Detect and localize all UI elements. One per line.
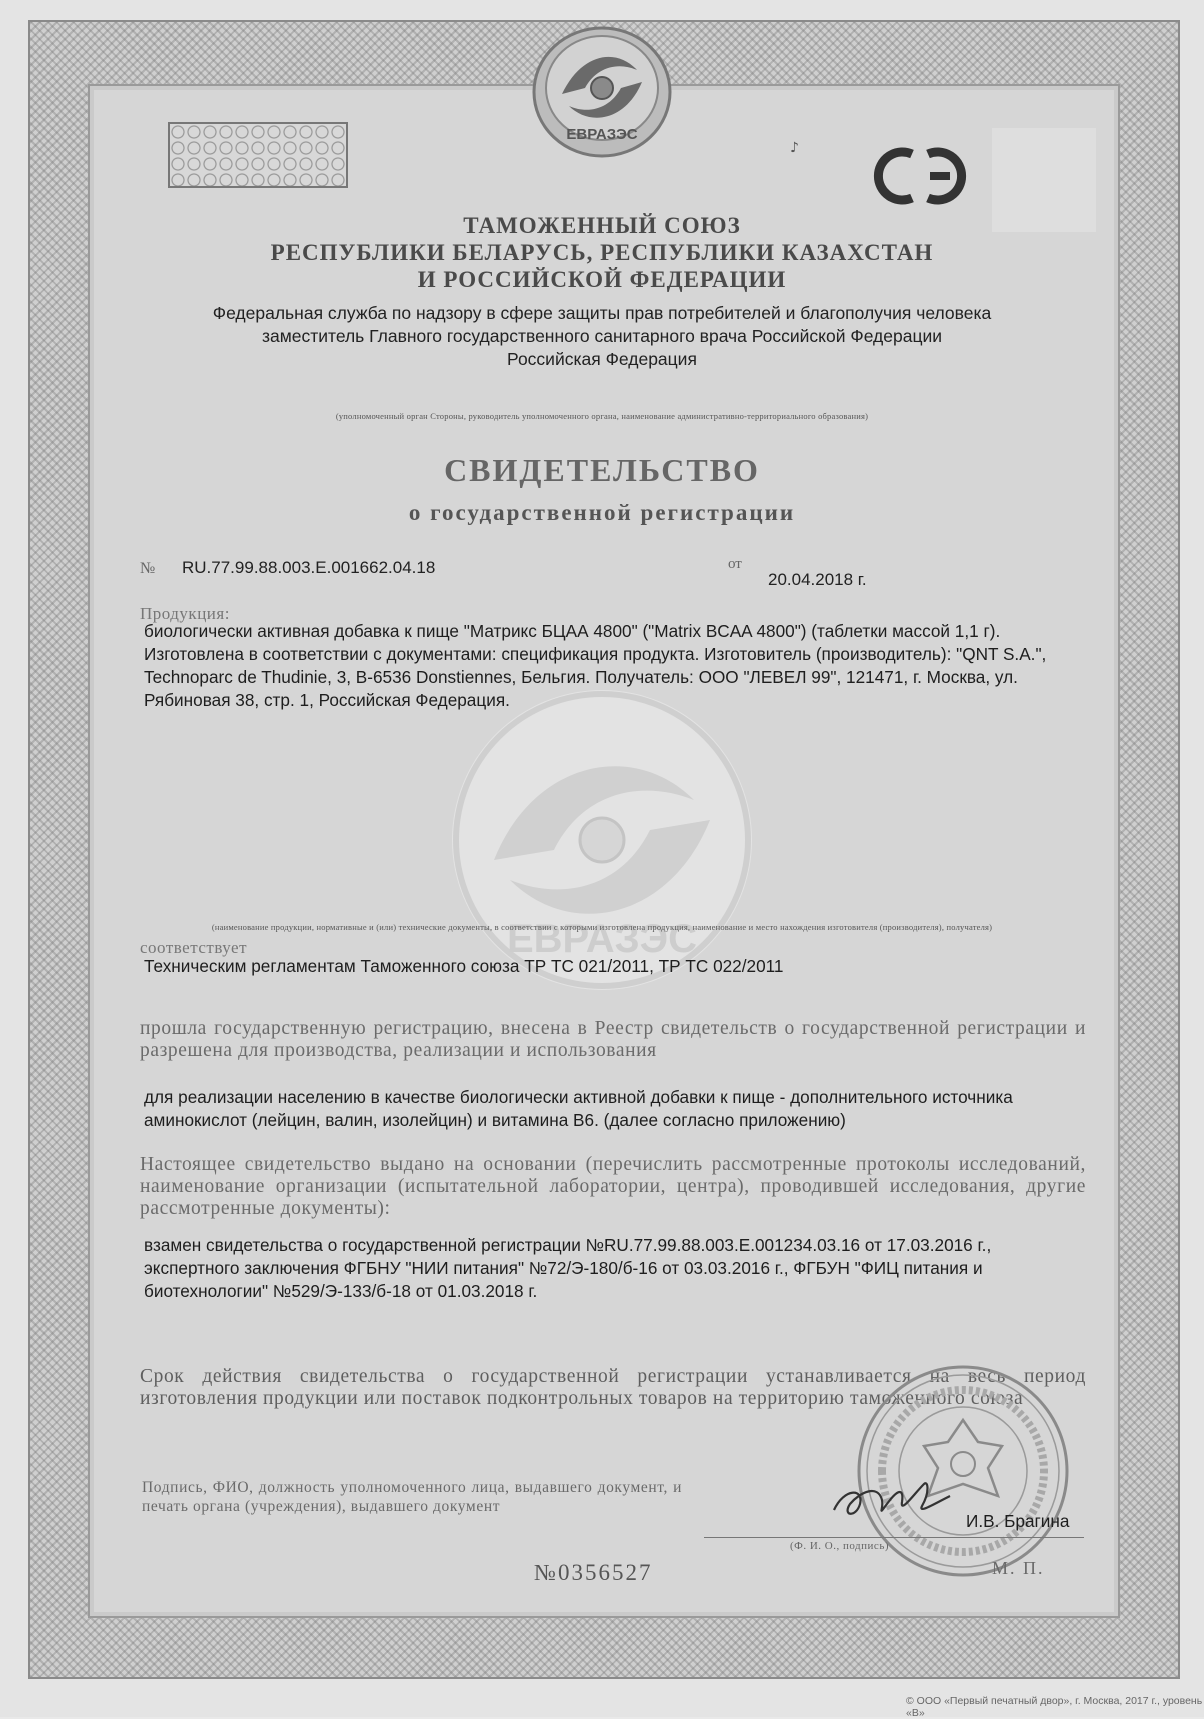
signature-caption: Подпись, ФИО, должность уполномоченного лица, выдавшего документ, и печать органа (учреждения), выдавшего документ bbox=[142, 1479, 682, 1515]
signature-hint: (Ф. И. О., подпись) bbox=[790, 1540, 889, 1552]
usage-text: для реализации населению в качестве биологически активной добавки к пище - дополнительного источника аминокислот (лейцин, валин, изолейцин) и витамина В6. (далее согласно приложению) bbox=[144, 1087, 1013, 1130]
signer-name: И.В. Брагина bbox=[966, 1511, 1070, 1531]
serial-number: №0356527 bbox=[534, 1560, 653, 1585]
union-title bbox=[120, 212, 1084, 293]
issuing-authority bbox=[120, 302, 1084, 371]
union-title-line: И РОССИЙСКОЙ ФЕДЕРАЦИИ bbox=[417, 267, 787, 292]
authority-line: Российская Федерация bbox=[507, 349, 697, 369]
date-label: от bbox=[728, 556, 742, 572]
registration-row bbox=[140, 558, 1080, 588]
registration-statement: прошла государственную регистрацию, внесена в Реестр свидетельств о государственной регистрации и разрешена для производства, реализации и использования bbox=[140, 1018, 1086, 1061]
pen-mark: ♪ bbox=[790, 140, 799, 156]
document-title: СВИДЕТЕЛЬСТВО bbox=[444, 452, 760, 488]
signature-mark bbox=[824, 1470, 964, 1530]
registration-number: RU.77.99.88.003.Е.001662.04.18 bbox=[182, 558, 436, 577]
authority-line: заместитель Главного государственного санитарного врача Российской Федерации bbox=[261, 326, 943, 346]
conformity-label: соответствует bbox=[140, 938, 248, 957]
basis-intro: Настоящее свидетельство выдано на основании (перечислить рассмотренные протоколы исследований, наименование организации (испытательной лаборатории, центра), проводившей исследования, другие рассмотренные документы): bbox=[140, 1154, 1086, 1219]
conformity-text: Техническим регламентам Таможенного союза ТР ТС 021/2011, ТР ТС 022/2011 bbox=[144, 956, 784, 976]
watermark-caption: ЕВРАЗЭС bbox=[506, 917, 698, 961]
authority-caption: (уполномоченный орган Стороны, руководитель уполномоченного органа, наименование административно-территориального образования) bbox=[335, 411, 869, 421]
sgr-mark-icon bbox=[868, 140, 978, 212]
eurasec-emblem bbox=[527, 22, 677, 162]
union-title-line: ТАМОЖЕННЫЙ СОЮЗ bbox=[463, 213, 741, 238]
printer-footer: © ООО «Первый печатный двор», г. Москва, 2017 г., уровень «В» bbox=[906, 1695, 1203, 1719]
registration-date: 20.04.2018 г. bbox=[768, 570, 867, 589]
stamp-place-label: М. П. bbox=[992, 1558, 1045, 1578]
product-description: биологически активная добавка к пище "Матрикс БЦАА 4800" ("Matrix BCAA 4800") (таблетки массой 1,1 г). Изготовлена в соответствии с документами: спецификация продукта. Изготовитель (производитель): "QNT S.A.", Technoparc de Thudinie, 3, B-6536 Donstiennes, Бельгия. Получатель: ООО "ЛЕВЕЛ 99", 121471, г. Москва, ул. Рябиновая 38, стр. 1, Российская Федерация. bbox=[144, 621, 1047, 710]
number-label: № bbox=[140, 560, 156, 577]
validity-text: Срок действия свидетельства о государственной регистрации устанавливается на весь период изготовления продукции или поставок подконтрольных товаров на территорию таможенного союза bbox=[140, 1366, 1086, 1409]
signature-line bbox=[704, 1537, 1084, 1538]
authority-line: Федеральная служба по надзору в сфере защиты прав потребителей и благополучия человека bbox=[212, 303, 992, 323]
security-pattern bbox=[168, 122, 348, 188]
emblem-caption: ЕВРАЗЭС bbox=[566, 126, 638, 143]
union-title-line: РЕСПУБЛИКИ БЕЛАРУСЬ, РЕСПУБЛИКИ КАЗАХСТАН bbox=[270, 240, 934, 265]
product-caption: (наименование продукции, нормативные и (или) технические документы, в соответствии с которыми изготовлена продукция, наименование и место нахождения изготовителя (производителя), получателя) bbox=[211, 922, 993, 932]
product-label: Продукция: bbox=[140, 604, 230, 623]
document-subtitle: о государственной регистрации bbox=[408, 500, 796, 525]
basis-text: взамен свидетельства о государственной регистрации №RU.77.99.88.003.Е.001234.03.16 от 17.03.2016 г., экспертного заключения ФГБНУ "НИИ питания" №72/Э-180/б-16 от 03.03.2016 г., ФГБУН "ФИЦ питания и биотехнологии" №529/Э-133/б-18 от 01.03.2018 г. bbox=[144, 1235, 992, 1301]
